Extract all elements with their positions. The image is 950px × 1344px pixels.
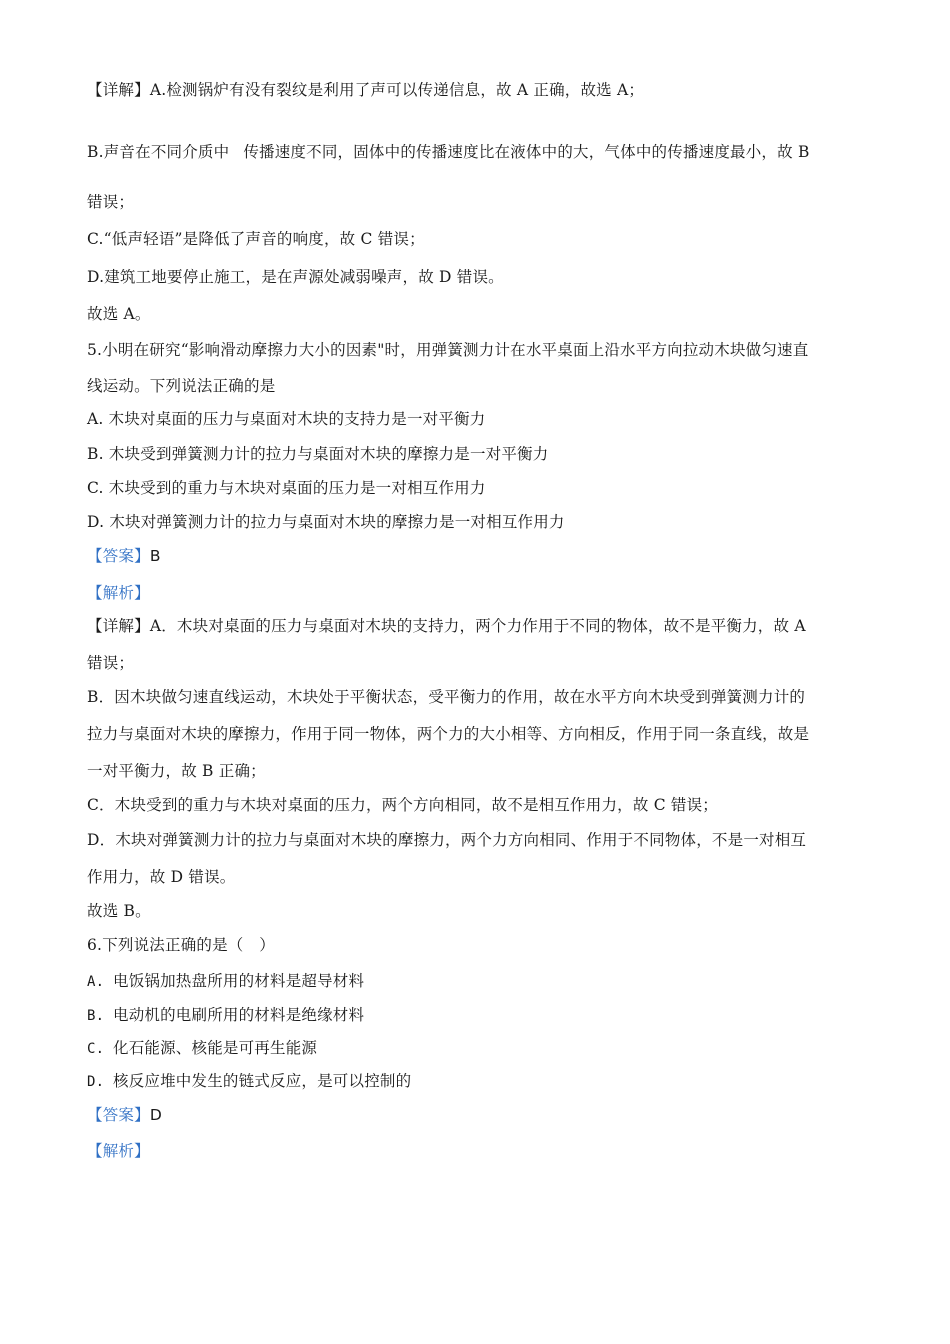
q5-exp-a-1 xyxy=(87,615,867,637)
q5-exp-b-3: 一对平衡力，故 B 正确； xyxy=(87,762,266,780)
q4-line-b-1-left: B.声音在不同介质中 xyxy=(87,143,230,161)
q6-option-b-letter: B. xyxy=(87,1008,105,1024)
q5-exp-c: C．木块受到的重力与木块对桌面的压力，两个方向相同，故不是相互作用力，故 C 错误； xyxy=(87,796,718,814)
q6-answer-line xyxy=(87,1104,867,1126)
q5-conclusion: 故选 B。 xyxy=(87,902,151,920)
q5-exp-b-1: B．因木块做匀速直线运动，木块处于平衡状态，受平衡力的作用，故在水平方向木块受到弹簧测力计的 xyxy=(87,688,806,706)
q6-stem: 6.下列说法正确的是（ ） xyxy=(87,936,275,954)
q6-answer-label: 【答案】 xyxy=(87,1106,150,1124)
q6-option-b xyxy=(87,1004,867,1027)
q6-option-d-text: 核反应堆中发生的链式反应，是可以控制的 xyxy=(113,1072,412,1090)
q6-option-d-letter: D. xyxy=(87,1074,105,1090)
q5-answer-label: 【答案】 xyxy=(87,547,150,565)
q4-line-c: C.“低声轻语”是降低了声音的响度，故 C 错误； xyxy=(87,230,425,248)
q5-exp-d-1: D．木块对弹簧测力计的拉力与桌面对木块的摩擦力，两个力方向相同、作用于不同物体，不是一对相互 xyxy=(87,831,807,849)
q5-stem-2: 线运动。下列说法正确的是 xyxy=(87,377,276,395)
q6-option-d xyxy=(87,1070,867,1093)
q5-stem-1: 5.小明在研究“影响滑动摩擦力大小的因素"时，用弹簧测力计在水平桌面上沿水平方向拉动木块做匀速直 xyxy=(87,341,809,359)
q4-line-b-1-right: 传播速度不同，固体中的传播速度比在液体中的大，气体中的传播速度最小，故 B xyxy=(243,143,810,161)
q6-option-a-letter: A. xyxy=(87,974,105,990)
q5-exp-b-2: 拉力与桌面对木块的摩擦力，作用于同一物体，两个力的大小相等、方向相反，作用于同一条直线，故是 xyxy=(87,725,810,743)
q5-exp-a-2: 错误； xyxy=(87,654,135,672)
q4-line-d: D.建筑工地要停止施工，是在声源处减弱噪声，故 D 错误。 xyxy=(87,268,504,286)
q6-answer-value: D xyxy=(149,1106,162,1124)
q6-option-a-text: 电饭锅加热盘所用的材料是超导材料 xyxy=(113,972,365,990)
q5-option-b: B. 木块受到弹簧测力计的拉力与桌面对木块的摩擦力是一对平衡力 xyxy=(87,445,549,463)
q6-option-c-text: 化石能源、核能是可再生能源 xyxy=(113,1039,318,1057)
q5-exp-a-1-text: A．木块对桌面的压力与桌面对木块的支持力，两个力作用于不同的物体，故不是平衡力，故 A xyxy=(149,617,806,635)
q6-option-c-letter: C. xyxy=(87,1041,105,1057)
q4-detail-line-a xyxy=(87,79,867,101)
q6-option-a xyxy=(87,970,867,993)
q4-line-b-2: 错误； xyxy=(87,193,135,211)
q5-option-d: D. 木块对弹簧测力计的拉力与桌面对木块的摩擦力是一对相互作用力 xyxy=(87,513,565,531)
q4-line-a-text: A.检测锅炉有没有裂纹是利用了声可以传递信息，故 A 正确，故选 A； xyxy=(149,81,645,99)
q6-option-c xyxy=(87,1037,867,1060)
q4-detail-label: 【详解】 xyxy=(87,81,150,99)
q4-conclusion: 故选 A。 xyxy=(87,305,151,323)
q4-line-b-1 xyxy=(87,141,867,163)
q5-answer-value: B xyxy=(149,547,161,565)
q6-option-b-text: 电动机的电刷所用的材料是绝缘材料 xyxy=(113,1006,365,1024)
q5-answer-line xyxy=(87,545,867,567)
q5-detail-label: 【详解】 xyxy=(87,617,150,635)
q5-option-a: A. 木块对桌面的压力与桌面对木块的支持力是一对平衡力 xyxy=(87,410,486,428)
q5-analysis-label: 【解析】 xyxy=(87,584,150,602)
q6-analysis-label: 【解析】 xyxy=(87,1142,150,1160)
q5-option-c: C. 木块受到的重力与木块对桌面的压力是一对相互作用力 xyxy=(87,479,486,497)
q5-exp-d-2: 作用力，故 D 错误。 xyxy=(87,868,236,886)
